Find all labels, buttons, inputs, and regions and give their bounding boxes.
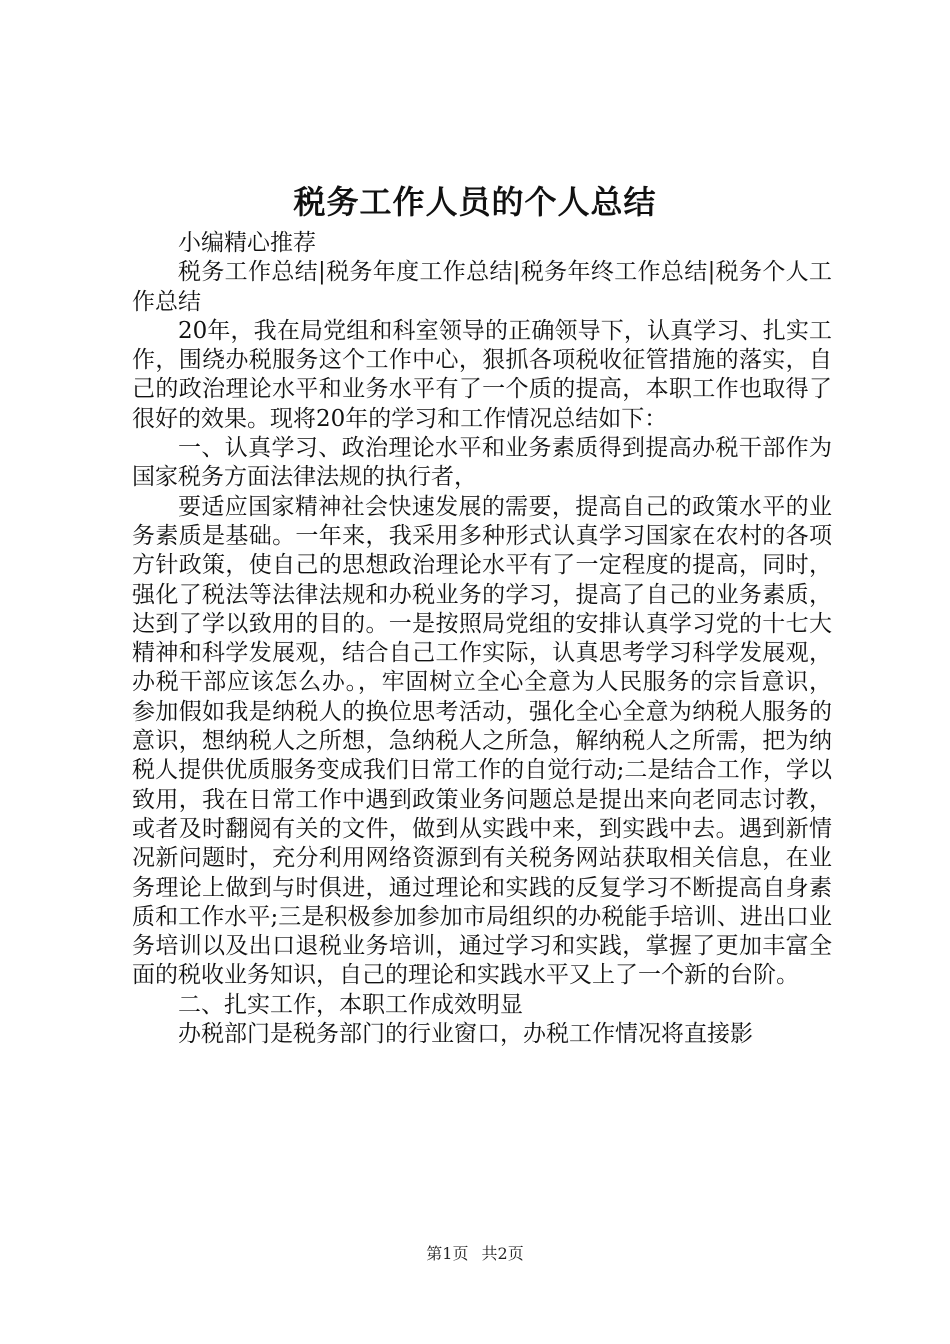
document-title: 税务工作人员的个人总结: [293, 183, 657, 221]
paragraph-section-2-body: 办税部门是税务部门的行业窗口，办税工作情况将直接影: [178, 1021, 753, 1048]
paragraph-section-2-heading: 二、扎实工作，本职工作成效明显: [178, 991, 523, 1018]
paragraph-related-links: 税务工作总结|税务年度工作总结|税务年终工作总结|税务个人工作总结: [132, 259, 832, 315]
page-footer: [0, 1244, 950, 1264]
page-number: 第1页: [426, 1244, 469, 1263]
document-body: [132, 229, 832, 1049]
paragraph-recommend: 小编精心推荐: [178, 230, 316, 256]
paragraph-section-1-body: 要适应国家精神社会快速发展的需要，提高自己的政策水平的业务素质是基础。一年来，我采用多种形式认真学习国家在农村的各项方针政策，使自己的思想政治理论水平有了一定程度的提高，同时，强化了税法等法律法规和办税业务的学习，提高了自己的业务素质，达到了学以致用的目的。一是按照局党组的安排认真学习党的十七大精神和科学发展观，结合自己工作实际，认真思考学习科学发展观，办税干部应该怎么办。，牢固树立全心全意为人民服务的宗旨意识，参加假如我是纳税人的换位思考活动，强化全心全意为纳税人服务的意识，想纳税人之所想，急纳税人之所急，解纳税人之所需，把为纳税人提供优质服务变成我们日常工作的自觉行动;二是结合工作，学以致用，我在日常工作中遇到政策业务问题总是提出来向老同志讨教，或者及时翻阅有关的文件，做到从实践中来，到实践中去。遇到新情况新问题时，充分利用网络资源到有关税务网站获取相关信息，在业务理论上做到与时俱进，通过理论和实践的反复学习不断提高自身素质和工作水平;三是积极参加参加市局组织的办税能手培训、进出口业务培训以及出口退税业务培训，通过学习和实践，掌握了更加丰富全面的税收业务知识，自己的理论和实践水平又上了一个新的台阶。: [132, 493, 832, 989]
paragraph-section-1-heading: 一、认真学习、政治理论水平和业务素质得到提高办税干部作为国家税务方面法律法规的执行者，: [132, 435, 832, 491]
page-total: 共2页: [481, 1244, 524, 1263]
paragraph-intro: 20年，我在局党组和科室领导的正确领导下，认真学习、扎实工作，围绕办税服务这个工作中心，狠抓各项税收征管措施的落实，自己的政治理论水平和业务水平有了一个质的提高，本职工作也取得了很好的效果。现将20年的学习和工作情况总结如下：: [132, 317, 832, 432]
